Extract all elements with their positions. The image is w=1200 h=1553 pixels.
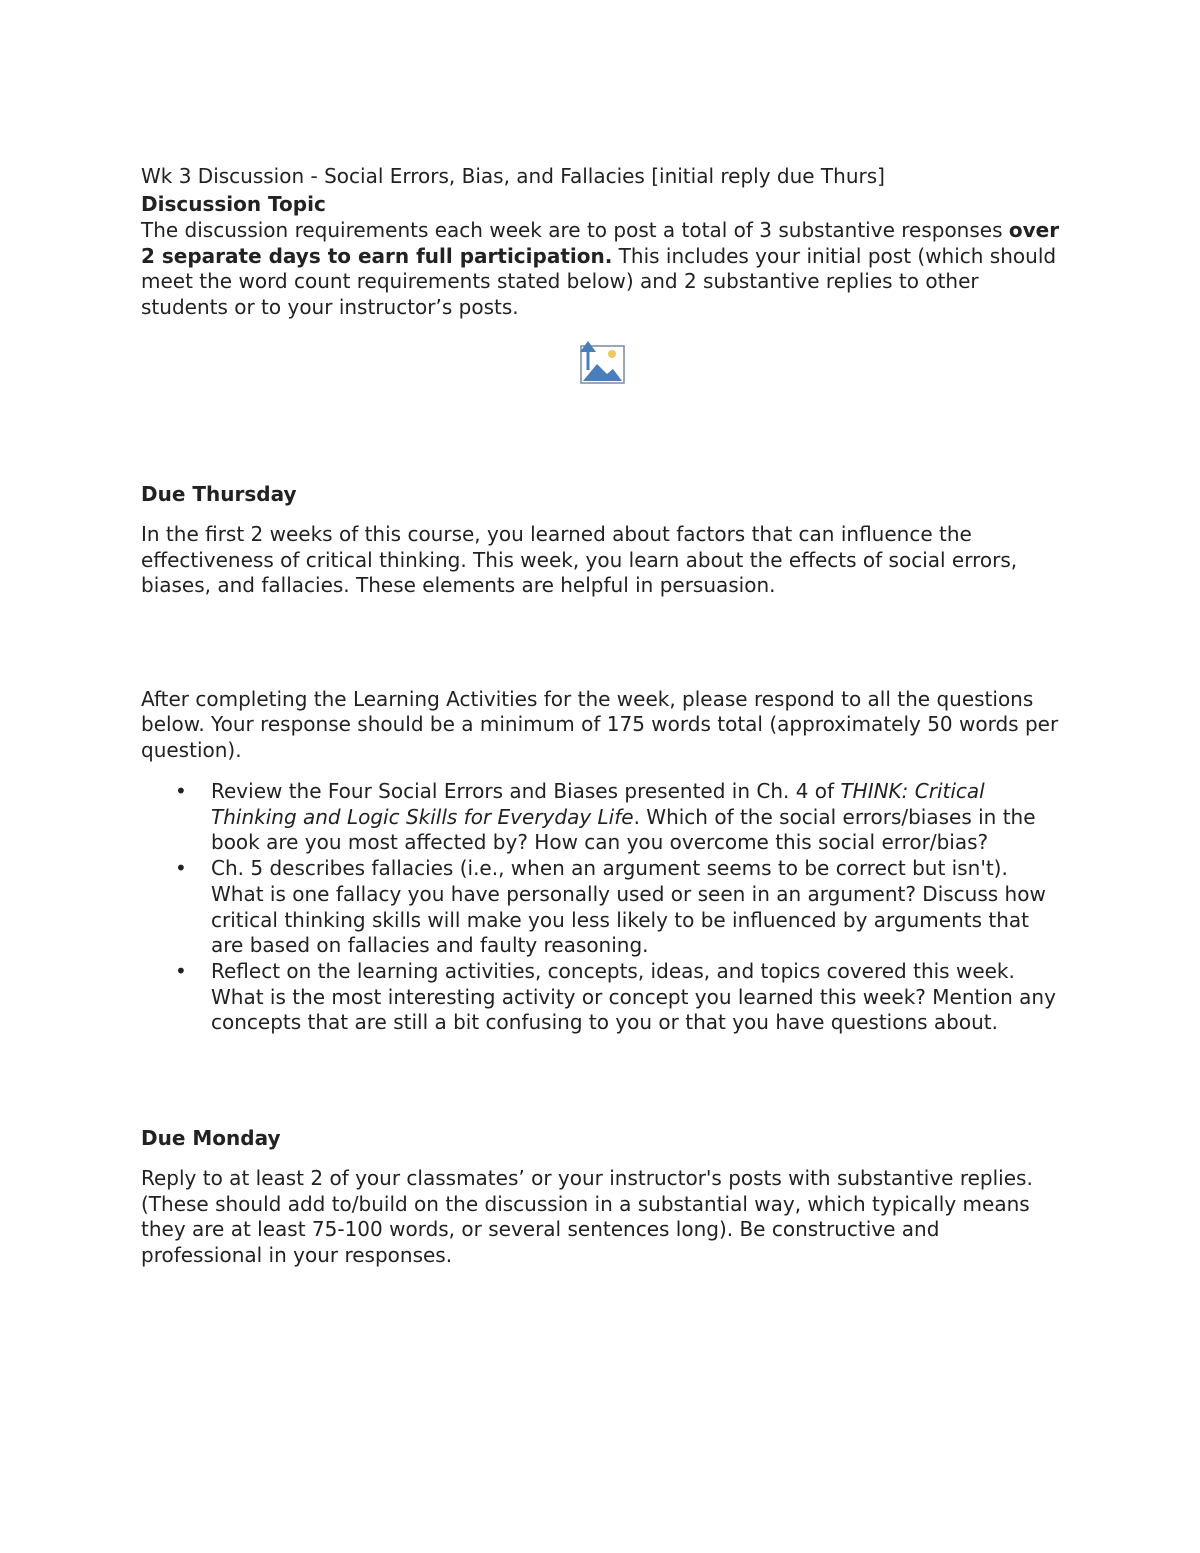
bullet-icon: • (175, 958, 187, 983)
list-item (141, 779, 1066, 856)
image-placeholder-icon (577, 340, 627, 386)
intro-bold-text: over 2 separate days to earn full participation. (141, 218, 1060, 268)
bullet-text: Ch. 5 describes fallacies (i.e., when an argument seems to be correct but isn't). What is one fallacy you have personally used or seen in an argument? Discuss how critical thinking skills will make you less likely to be influenced by arguments that are based on fallacies and faulty reasoning. (211, 856, 1046, 958)
bullet-text: Reflect on the learning activities, concepts, ideas, and topics covered this week. What is the most interesting activity or concept you learned this week? Mention any concepts that are still a bit confusing to you or that you have questions about. (211, 958, 1056, 1035)
bullet-icon: • (175, 779, 187, 803)
due-thursday-heading: Due Thursday (141, 482, 297, 506)
bullet-text-end: . Which of the social errors/biases in the book are you most affected by? How can you overcome this social error/bias? (211, 804, 1036, 855)
document-title: Wk 3 Discussion - Social Errors, Bias, and Fallacies [initial reply due Thurs] (141, 164, 885, 188)
bullet-text: Review the Four Social Errors and Biases presented in Ch. 4 of (211, 779, 841, 803)
question-list (141, 779, 1066, 1036)
intro-text-1: The discussion requirements each week are to post a total of 3 substantive responses (141, 218, 1009, 242)
due-thursday-paragraph-1: In the first 2 weeks of this course, you learned about factors that can influence the effectiveness of critical thinking. This week, you learn about the effects of social errors, biases, and fallacies. These elements are helpful in persuasion. (141, 522, 1018, 597)
intro-text-2: This includes your initial post (which should meet the word count requirements stated below) and 2 substantive replies to other students or to your instructor’s posts. (141, 243, 1057, 319)
list-item (141, 856, 1066, 959)
bullet-icon: • (175, 856, 187, 881)
due-monday-paragraph: Reply to at least 2 of your classmates’ or your instructor's posts with substantive replies. (These should add to/build on the discussion in a substantial way, which typically means they are at least 75-100 words, or several sentences long). Be constructive and professional in your responses. (141, 1166, 1033, 1267)
intro-paragraph (141, 218, 1066, 320)
document-page (141, 162, 1066, 1268)
due-thursday-paragraph-2: After completing the Learning Activities for the week, please respond to all the questions below. Your response should be a minimum of 175 words total (approximately 50 words per question). (141, 686, 1059, 762)
image-placeholder (141, 320, 1066, 452)
discussion-topic-heading: Discussion Topic (141, 192, 326, 216)
due-monday-heading: Due Monday (141, 1126, 281, 1151)
book-title: THINK: Critical Thinking and Logic Skills for Everyday Life (211, 779, 985, 829)
list-item (141, 959, 1066, 1036)
